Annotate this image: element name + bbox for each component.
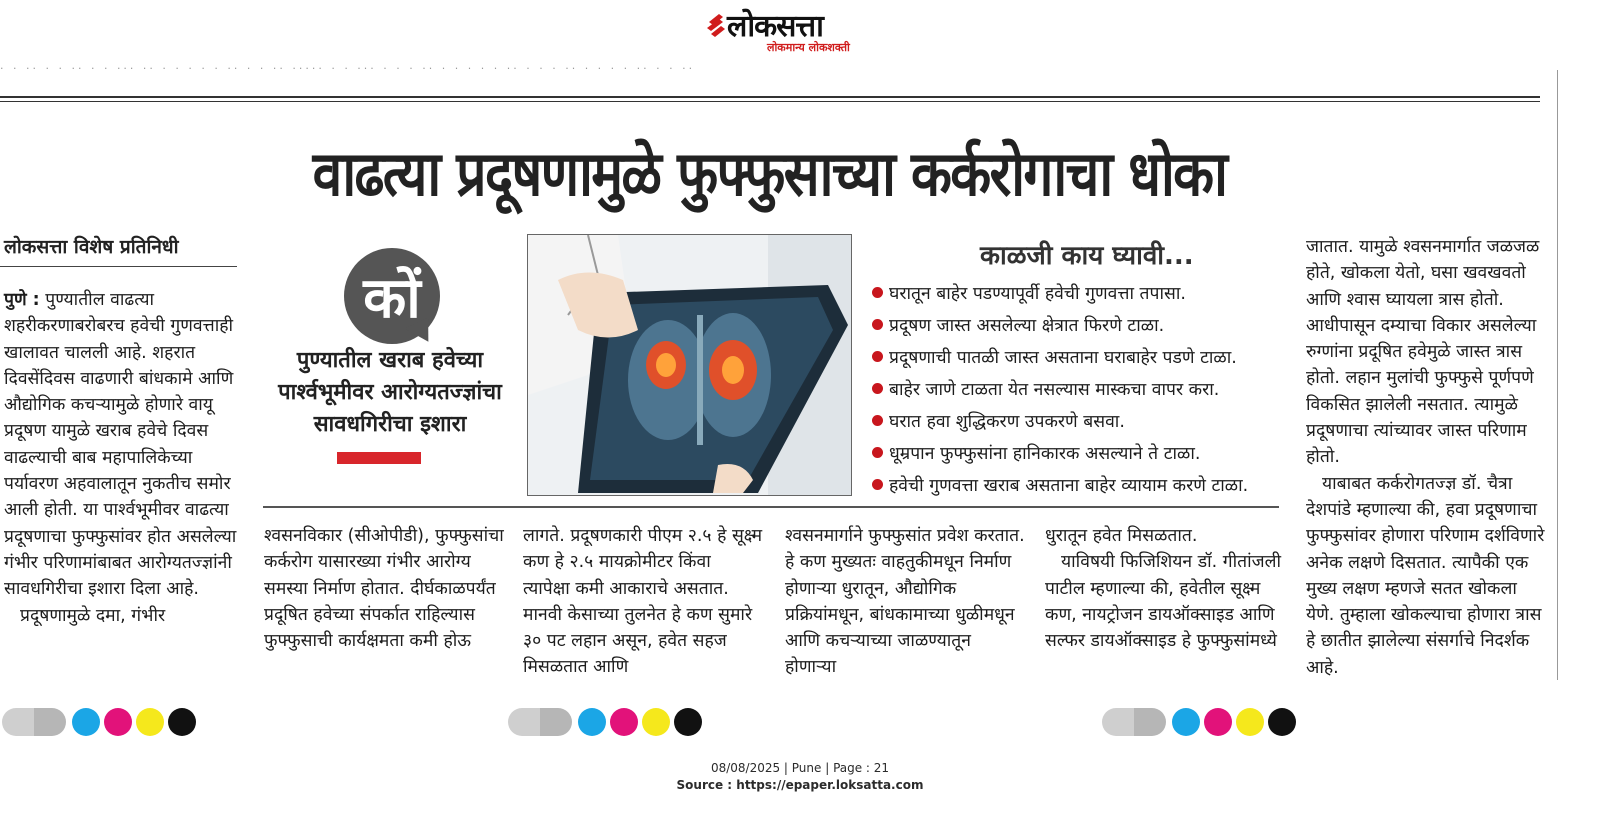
black-dot-icon <box>168 708 196 736</box>
tip-text: प्रदूषणाची पातळी जास्त असताना घराबाहेर पडणे टाळा. <box>889 348 1237 368</box>
list-item <box>872 438 1282 470</box>
col4-text: श्वसनमार्गाने फुफ्फुसांत प्रवेश करतात. हे कण मुख्यतः वाहतुकीमधून निर्माण होणाऱ्या धुरातून, औद्योगिक प्रक्रियांमधून, बांधकामाच्या धुळीमधून आणि कचऱ्याच्या जाळण्यातून होणाऱ्या <box>785 526 1025 678</box>
tip-text: हवेची गुणवत्ता खराब असताना बाहेर व्यायाम करणे टाळा. <box>889 476 1249 496</box>
col3-text: लागते. प्रदूषणकारी पीएम २.५ हे सूक्ष्म कण हे २.५ मायक्रोमीटर किंवा त्यापेक्षा कमी आकाराचे असतात. मानवी केसाच्या तुलनेत हे कण सुमारे ३० पट लहान असून, हवेत सहज मिसळतात आणि <box>523 526 763 678</box>
magenta-dot-icon <box>1204 708 1232 736</box>
tip-text: घरातून बाहेर पडण्यापूर्वी हवेची गुणवत्ता तपासा. <box>889 284 1186 304</box>
col2-text: श्वसनविकार (सीओपीडी), फुफ्फुसांचा कर्करोग यासारख्या गंभीर आरोग्य समस्या निर्माण होतात. दीर्घकाळपर्यंत प्रदूषित हवेच्या संपर्कात राहिल्यास फुफ्फुसाची कार्यक्षमता कमी होऊ <box>264 526 504 652</box>
yellow-dot-icon <box>136 708 164 736</box>
bullet-dot-icon <box>872 383 883 394</box>
tip-text: धूम्रपान फुफ्फुसांना हानिकारक असल्याने ते टाळा. <box>889 444 1201 464</box>
article-column-4 <box>785 523 1025 681</box>
footer-date-page: 08/08/2025 | Pune | Page : 21 <box>710 761 890 775</box>
magenta-dot-icon <box>104 708 132 736</box>
doctor-xray-illustration <box>528 235 851 495</box>
byline-rule <box>0 266 237 267</box>
red-accent-bar <box>337 452 421 464</box>
list-item <box>872 406 1282 438</box>
col1-para2: प्रदूषणामुळे दमा, गंभीर <box>20 605 166 626</box>
precautions-title: काळजी काय घ्यावी... <box>980 241 1194 271</box>
col6-para1: जातात. यामुळे श्वसनमार्गात जळजळ होते, खोकला येतो, घसा खवखवतो आणि श्वास घ्यायला त्रास होतो. आधीपासून दम्याचा विकार असलेल्या रुग्णांना प्रदूषित हवेमुळे जास्त त्रास होतो. लहान मुलांची फुफ्फुसे पूर्णपणे विकसित झालेली नसतात. त्यामुळे प्रदूषणाचा त्यांच्यावर जास्त परिणाम होतो. <box>1306 237 1540 468</box>
article-column-6 <box>1306 234 1546 681</box>
bullet-dot-icon <box>872 415 883 426</box>
black-dot-icon <box>1268 708 1296 736</box>
article-column-2 <box>264 523 504 654</box>
article-column-5 <box>1045 523 1285 654</box>
bullet-dot-icon <box>872 479 883 490</box>
article-column-1 <box>4 287 240 629</box>
bullet-dot-icon <box>872 351 883 362</box>
col5-line1: धुरातून हवेत मिसळतात. <box>1045 526 1198 546</box>
cyan-dot-icon <box>578 708 606 736</box>
right-edge-rule <box>1557 70 1558 680</box>
col5-para: याविषयी फिजिशियन डॉ. गीतांजली पाटील म्हणाल्या की, हवेतील सूक्ष्म कण, नायट्रोजन डायऑक्साइड आणि सल्फर डायऑक्साइड हे फुफ्फुसांमध्ये <box>1045 552 1282 652</box>
logo-tagline: लोकमान्य लोकशक्ती <box>767 41 850 54</box>
color-registration-marks-2 <box>508 708 708 738</box>
yellow-dot-icon <box>642 708 670 736</box>
color-registration-marks-1 <box>2 708 202 738</box>
cyan-dot-icon <box>72 708 100 736</box>
dateline: पुणे : <box>4 290 40 310</box>
list-item <box>872 342 1282 374</box>
gray-pill-icon <box>508 708 572 736</box>
bullet-dot-icon <box>872 447 883 458</box>
tip-text: घरात हवा शुद्धिकरण उपकरणे बसवा. <box>889 412 1125 432</box>
yellow-dot-icon <box>1236 708 1264 736</box>
color-registration-marks-3 <box>1102 708 1302 738</box>
precautions-list <box>872 278 1282 502</box>
article-column-3 <box>523 523 763 681</box>
loksatta-logo <box>705 6 875 58</box>
black-dot-icon <box>674 708 702 736</box>
top-rule-2 <box>0 101 1540 102</box>
list-item <box>872 310 1282 342</box>
tip-text: बाहेर जाणे टाळता येत नसल्यास मास्कचा वापर करा. <box>889 380 1220 400</box>
col6-para2: याबाबत कर्करोगतज्ज्ञ डॉ. चैत्रा देशपांडे म्हणाल्या की, हवा प्रदूषणाचा फुफ्फुसांवर होणारा परिणाम दर्शविणारे अनेक लक्षणे दिसतात. त्यापैकी एक मुख्य लक्षण म्हणजे सतत खोकला येणे. तुम्हाला खोकल्याचा होणारा त्रास हे छातीत झालेल्या संसर्गाचे निदर्शक आहे. <box>1306 473 1545 678</box>
gray-pill-icon <box>2 708 66 736</box>
bullet-dot-icon <box>872 319 883 330</box>
list-item <box>872 278 1282 310</box>
faded-text-strip: · · ·· · · ·· · · ··· ·· · · · · · ·· · · ·· ····· · · ··· · · · ·· · · · · · ·· · · · ·· · · · · ·· · · ·· <box>0 62 696 74</box>
cyan-dot-icon <box>1172 708 1200 736</box>
magenta-dot-icon <box>610 708 638 736</box>
gray-pill-icon <box>1102 708 1166 736</box>
top-rule-1 <box>0 96 1540 98</box>
col1-para1: पुण्यातील वाढत्या शहरीकरणाबरोबरच हवेची गुणवत्ताही खालावत चालली आहे. शहरात दिवसेंदिवस वाढणारी बांधकामे आणि औद्योगिक कचऱ्यामुळे होणारे वायू प्रदूषण यामुळे खराब हवेचे दिवस वाढल्याची बाब महापालिकेच्या पर्यावरण अहवालातून नुकतीच समोर आली होती. या पार्श्वभूमीवर वाढत्या प्रदूषणाचा फुफ्फुसांवर होत असलेल्या गंभीर परिणामांबाबत आरोग्यतज्ज्ञांनी सावधगिरीचा इशारा दिला आहे. <box>4 290 237 600</box>
list-item <box>872 374 1282 406</box>
byline: लोकसत्ता विशेष प्रतिनिधी <box>4 236 179 258</box>
xray-photo <box>527 234 852 496</box>
subheadline: पुण्यातील खराब हवेच्या पार्श्वभूमीवर आरोग्यतज्ज्ञांचा सावधगिरीचा इशारा <box>278 348 502 437</box>
bullet-dot-icon <box>872 287 883 298</box>
box-bottom-rule <box>263 506 1279 508</box>
footer-source: Source : https://epaper.loksatta.com <box>676 778 924 792</box>
tip-text: प्रदूषण जास्त असलेल्या क्षेत्रात फिरणे टाळा. <box>889 316 1165 336</box>
badge-letter: कों <box>363 266 421 331</box>
headline: वाढत्या प्रदूषणामुळे फुफ्फुसाच्या कर्करोगाचा धोका <box>312 137 1227 210</box>
list-item <box>872 470 1282 502</box>
logo-text: लोकसत्ता <box>727 9 823 44</box>
